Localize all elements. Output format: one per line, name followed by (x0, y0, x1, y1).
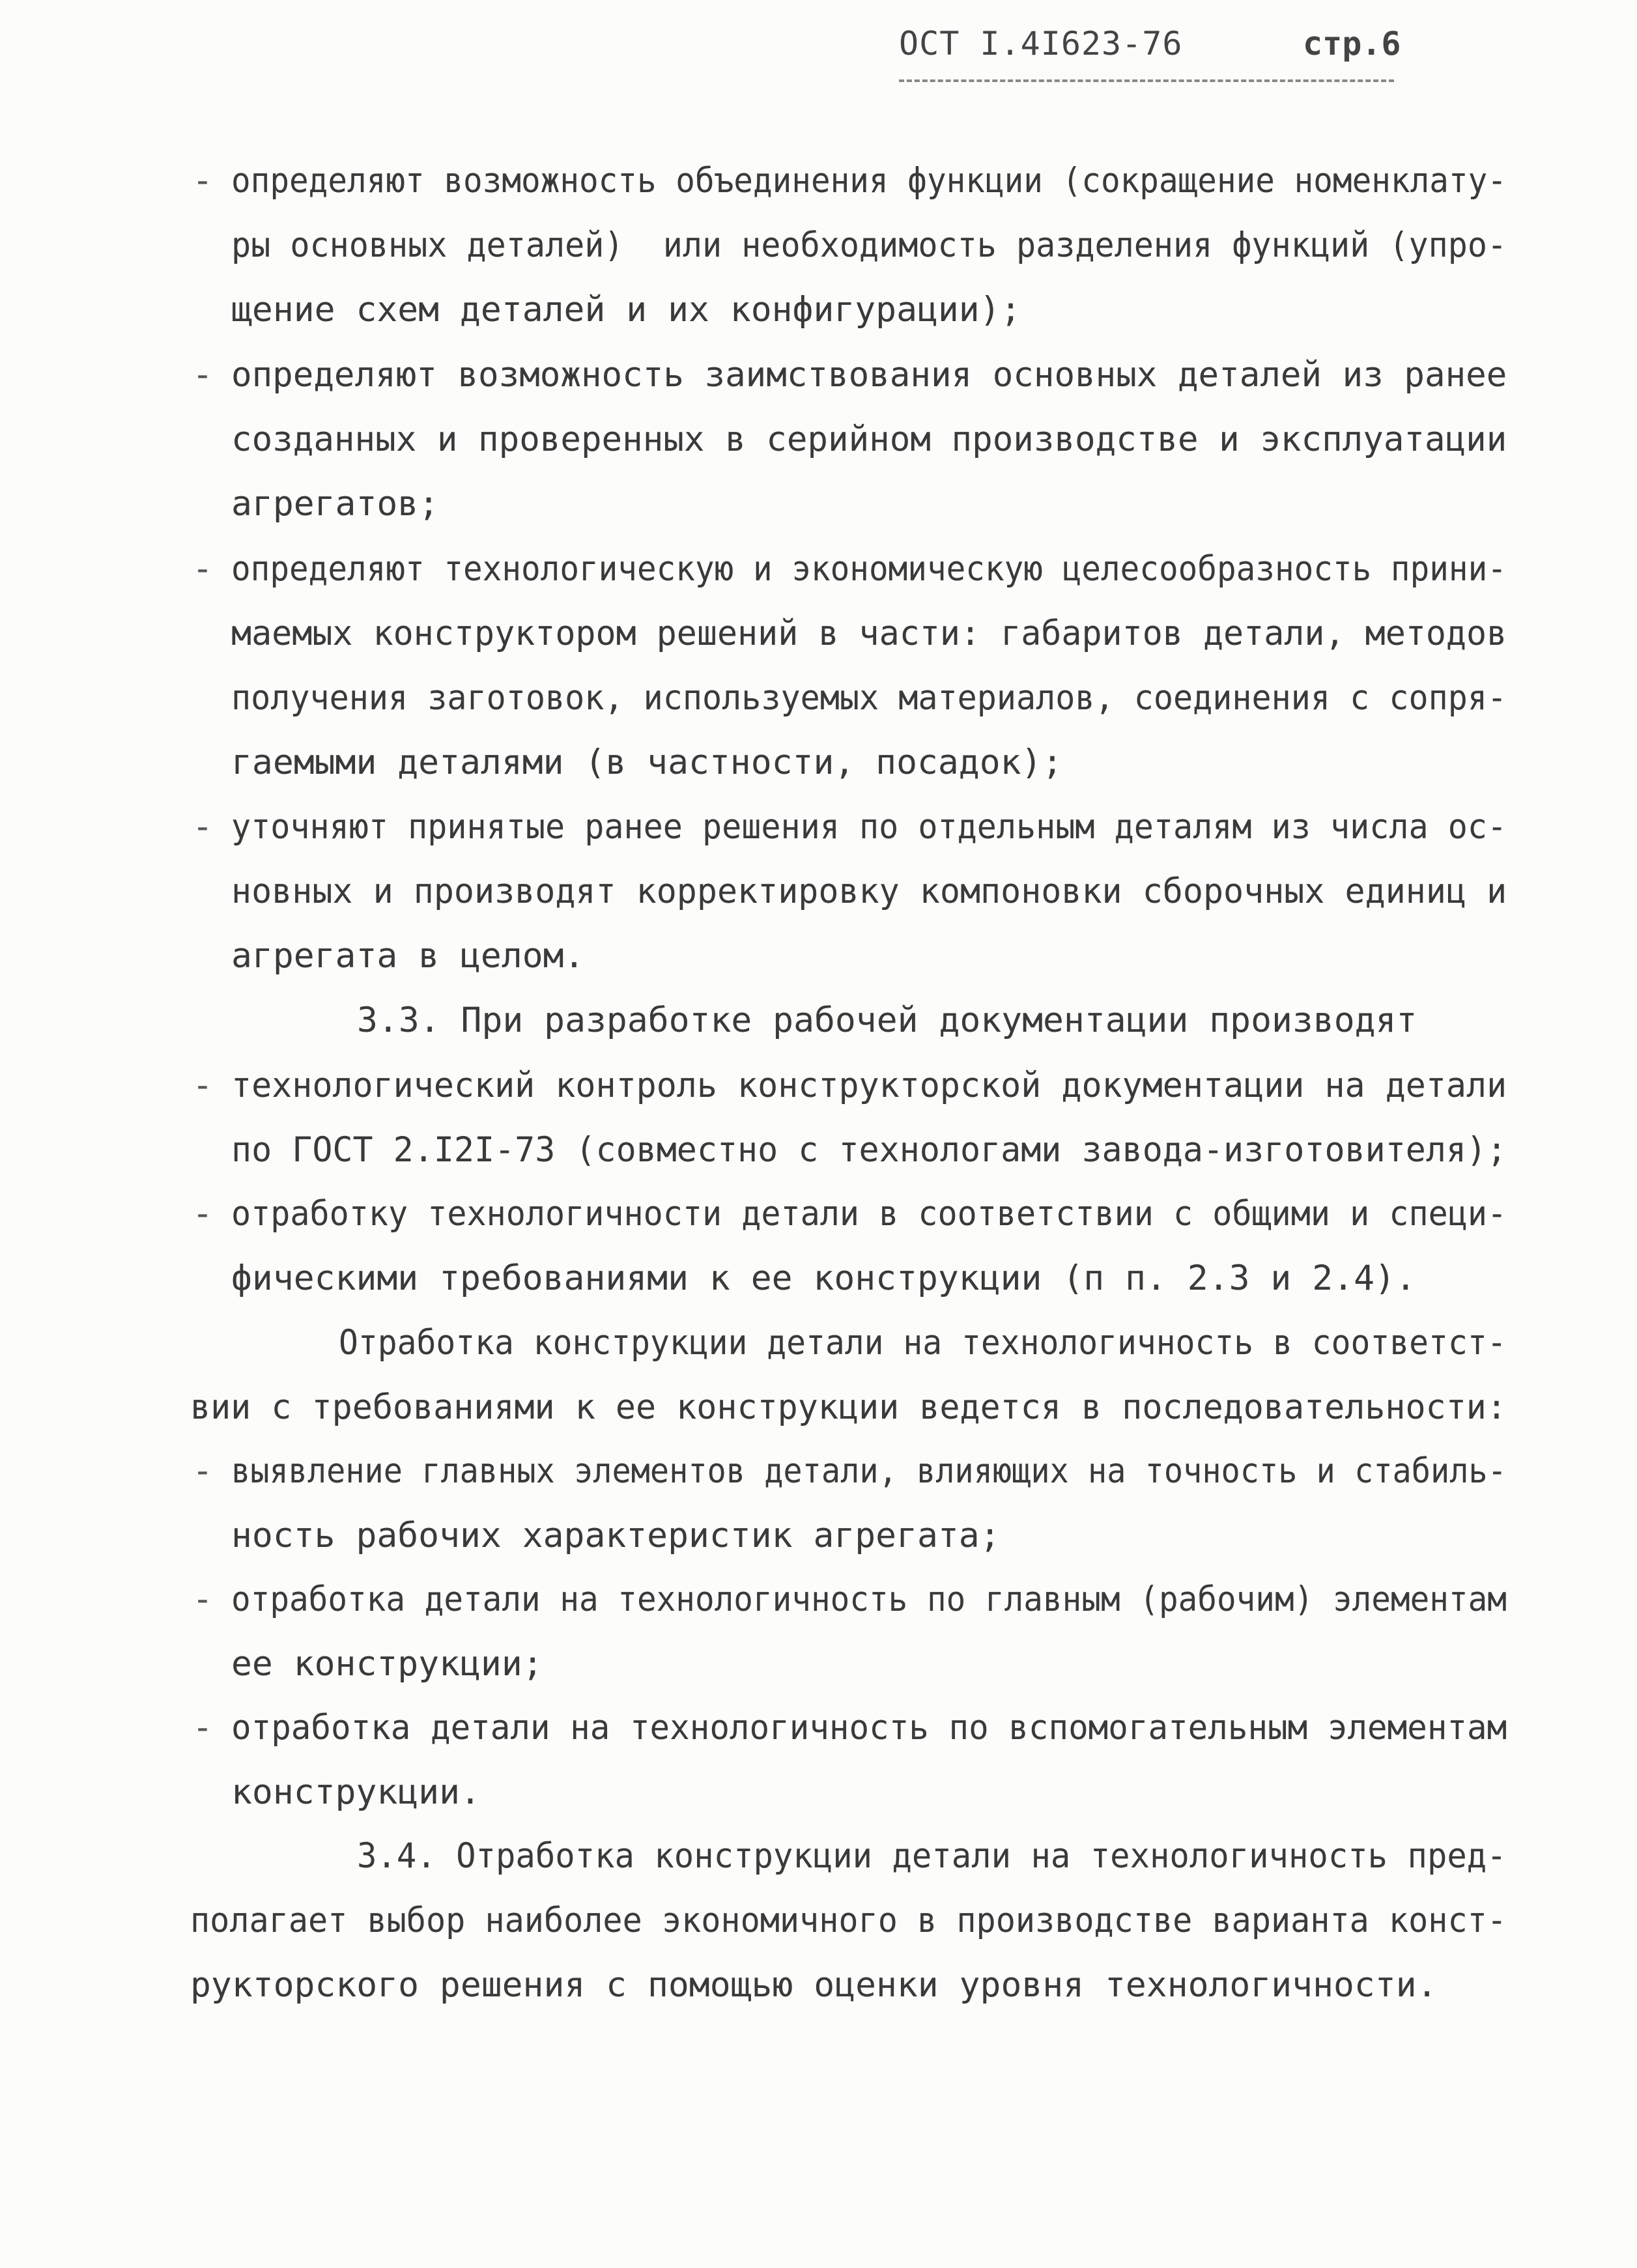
text-line: получения заготовок, используемых материалов, соединения с сопря- (231, 678, 1507, 718)
text-line: уточняют принятые ранее решения по отдельным деталям из числа ос- (231, 807, 1507, 847)
text-line: 3.4. Отработка конструкции детали на технологичность пред- (357, 1836, 1507, 1876)
text-line: агрегатов; (231, 484, 440, 524)
text-line: конструкции. (231, 1772, 481, 1812)
header-underline (899, 79, 1394, 82)
text-line: технологический контроль конструкторской документации на детали (231, 1066, 1507, 1105)
bullet-dash: - (192, 1580, 213, 1619)
text-line: рукторского решения с помощью оценки уровня технологичности. (190, 1965, 1438, 2005)
text-line: гаемыми деталями (в частности, посадок); (231, 743, 1063, 782)
text-line: Отработка конструкции детали на технологичность в соответст- (339, 1323, 1507, 1363)
document-code: ОСТ I.4I623-76 (899, 25, 1183, 63)
page-number: стр.6 (1303, 25, 1401, 63)
bullet-dash: - (192, 1708, 213, 1748)
bullet-dash: - (192, 549, 213, 589)
bullet-dash: - (192, 1451, 213, 1491)
text-line: новных и производят корректировку компоновки сборочных единиц и (231, 872, 1507, 911)
bullet-dash: - (192, 161, 213, 201)
bullet-dash: - (192, 1066, 213, 1105)
text-line: вии с требованиями к ее конструкции ведется в последовательности: (190, 1387, 1507, 1427)
text-line: агрегата в целом. (231, 936, 585, 976)
text-line: отработка детали на технологичность по вспомогательным элементам (231, 1708, 1507, 1748)
text-line: отработку технологичности детали в соответствии с общими и специ- (231, 1194, 1507, 1234)
text-line: щение схем деталей и их конфигурации); (231, 290, 1021, 330)
bullet-dash: - (192, 1194, 213, 1234)
text-line: ры основных деталей) или необходимость разделения функций (упро- (231, 225, 1507, 265)
text-line: 3.3. При разработке рабочей документации производят (357, 1000, 1417, 1040)
text-line: определяют возможность заимствования основных деталей из ранее (231, 355, 1507, 395)
text-line: созданных и проверенных в серийном производстве и эксплуатации (231, 419, 1507, 459)
text-line: отработка детали на технологичность по главным (рабочим) элементам (231, 1580, 1507, 1619)
bullet-dash: - (192, 355, 213, 395)
text-line: определяют технологическую и экономическую целесообразность прини- (231, 549, 1507, 589)
text-line: полагает выбор наиболее экономичного в производстве варианта конст- (190, 1901, 1507, 1940)
text-line: фическими требованиями к ее конструкции (п п. 2.3 и 2.4). (231, 1258, 1416, 1298)
bullet-dash: - (192, 807, 213, 847)
text-line: выявление главных элементов детали, влияющих на точность и стабиль- (231, 1451, 1507, 1491)
text-line: определяют возможность объединения функции (сокращение номенклату- (231, 161, 1507, 201)
text-line: маемых конструктором решений в части: габаритов детали, методов (231, 614, 1507, 653)
text-line: ее конструкции; (231, 1644, 543, 1684)
page-header (899, 20, 1433, 91)
text-line: по ГОСТ 2.I2I-73 (совместно с технологами завода-изготовителя); (231, 1130, 1507, 1170)
text-line: ность рабочих характеристик агрегата; (231, 1516, 1001, 1555)
